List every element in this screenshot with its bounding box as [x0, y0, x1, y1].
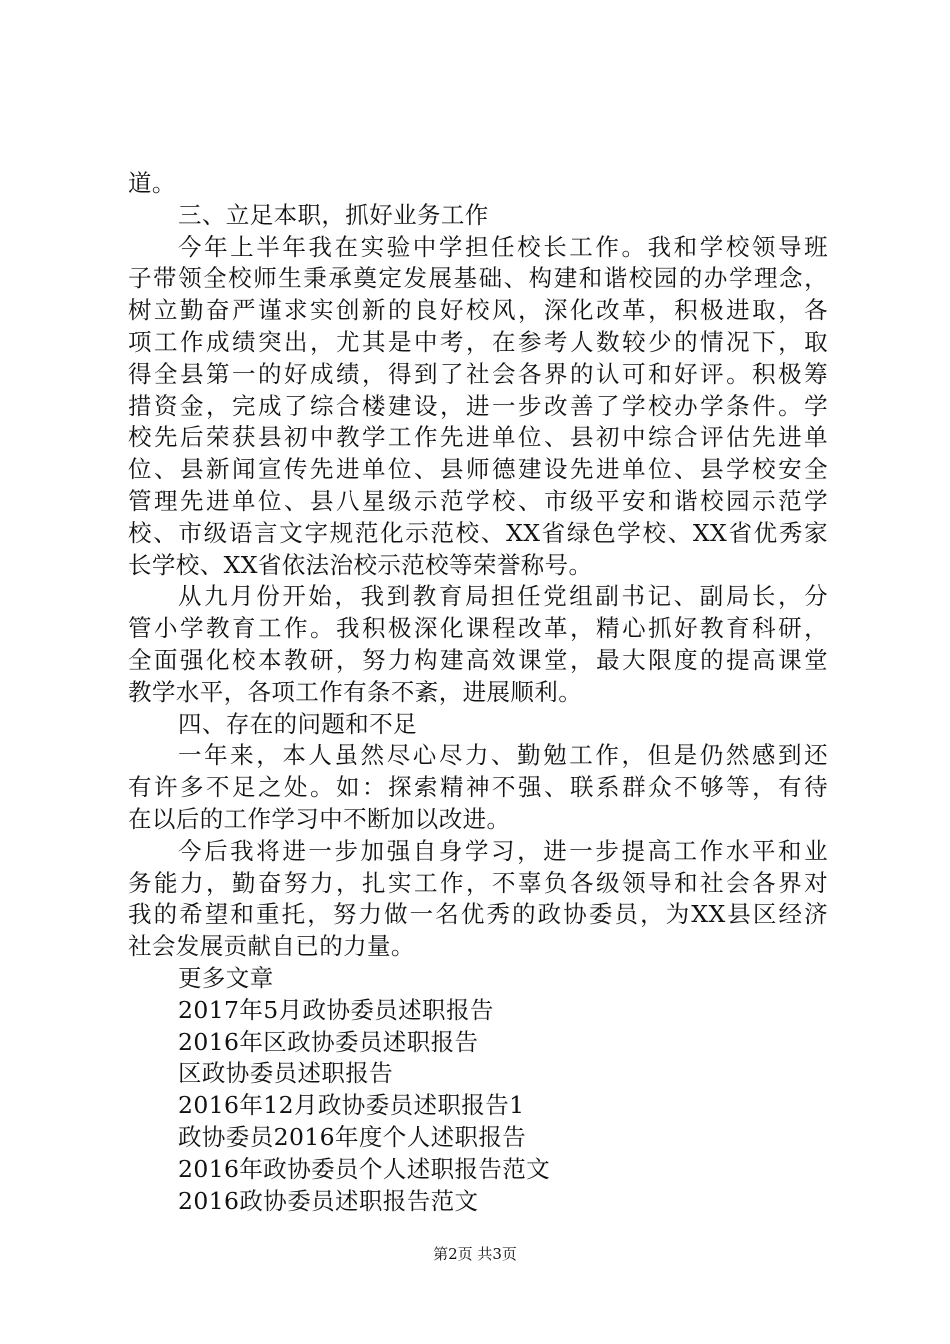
body-line: 长学校、XX省依法治校示范校等荣誉称号。 [128, 550, 593, 579]
article-link[interactable]: 2016年12月政协委员述职报告1 [178, 1091, 525, 1120]
article-link[interactable]: 2016政协委员述职报告范文 [178, 1186, 479, 1215]
more-articles-heading: 更多文章 [178, 963, 274, 992]
body-line: 道。 [128, 169, 176, 197]
section-heading: 三、立足本职，抓好业务工作 [178, 200, 489, 229]
body-line: 在以后的工作学习中不断加以改进。 [128, 804, 511, 833]
body-line: 管小学教育工作。我积极深化课程改革，精心抓好教育科研， [128, 614, 828, 643]
body-line: 子带领全校师生秉承奠定发展基础、构建和谐校园的办学理念， [128, 264, 828, 293]
body-line: 务能力，勤奋努力，扎实工作，不辜负各级领导和社会各界对 [128, 868, 828, 897]
body-line: 措资金，完成了综合楼建设，进一步改善了学校办学条件。学 [128, 391, 828, 420]
body-line: 校先后荣获县初中教学工作先进单位、县初中综合评估先进单 [128, 423, 828, 452]
body-line: 校、市级语言文字规范化示范校、XX省绿色学校、XX省优秀家 [128, 518, 828, 547]
body-line: 有许多不足之处。如：探索精神不强、联系群众不够等，有待 [128, 773, 828, 802]
body-line: 从九月份开始，我到教育局担任党组副书记、副局长，分 [178, 582, 828, 611]
body-line: 今年上半年我在实验中学担任校长工作。我和学校领导班 [178, 232, 828, 261]
body-line: 一年来，本人虽然尽心尽力、勤勉工作，但是仍然感到还 [178, 741, 828, 770]
article-link[interactable]: 政协委员2016年度个人述职报告 [178, 1122, 527, 1151]
body-line: 树立勤奋严谨求实创新的良好校风，深化改革，积极进取，各 [128, 296, 828, 325]
body-line: 教学水平，各项工作有条不紊，进展顺利。 [128, 677, 583, 706]
article-link[interactable]: 2016年政协委员个人述职报告范文 [178, 1154, 551, 1183]
body-line: 位、县新闻宣传先进单位、县师德建设先进单位、县学校安全 [128, 455, 828, 484]
body-line: 管理先进单位、县八星级示范学校、市级平安和谐校园示范学 [128, 486, 828, 515]
document-body [128, 168, 828, 1217]
body-line: 项工作成绩突出，尤其是中考，在参考人数较少的情况下，取 [128, 327, 828, 356]
body-line: 社会发展贡献自已的力量。 [128, 932, 415, 961]
body-line: 我的希望和重托，努力做一名优秀的政协委员，为XX县区经济 [128, 900, 828, 929]
article-link[interactable]: 区政协委员述职报告 [178, 1059, 394, 1088]
page-number-footer: 第2页 共3页 [433, 1245, 517, 1263]
body-line: 得全县第一的好成绩，得到了社会各界的认可和好评。积极筹 [128, 359, 828, 388]
body-line: 今后我将进一步加强自身学习，进一步提高工作水平和业 [178, 836, 828, 865]
section-heading: 四、存在的问题和不足 [178, 709, 417, 738]
article-link[interactable]: 2016年区政协委员述职报告 [178, 1027, 479, 1056]
body-line: 全面强化校本教研，努力构建高效课堂，最大限度的提高课堂 [128, 645, 828, 674]
article-link[interactable]: 2017年5月政协委员述职报告 [178, 995, 494, 1024]
